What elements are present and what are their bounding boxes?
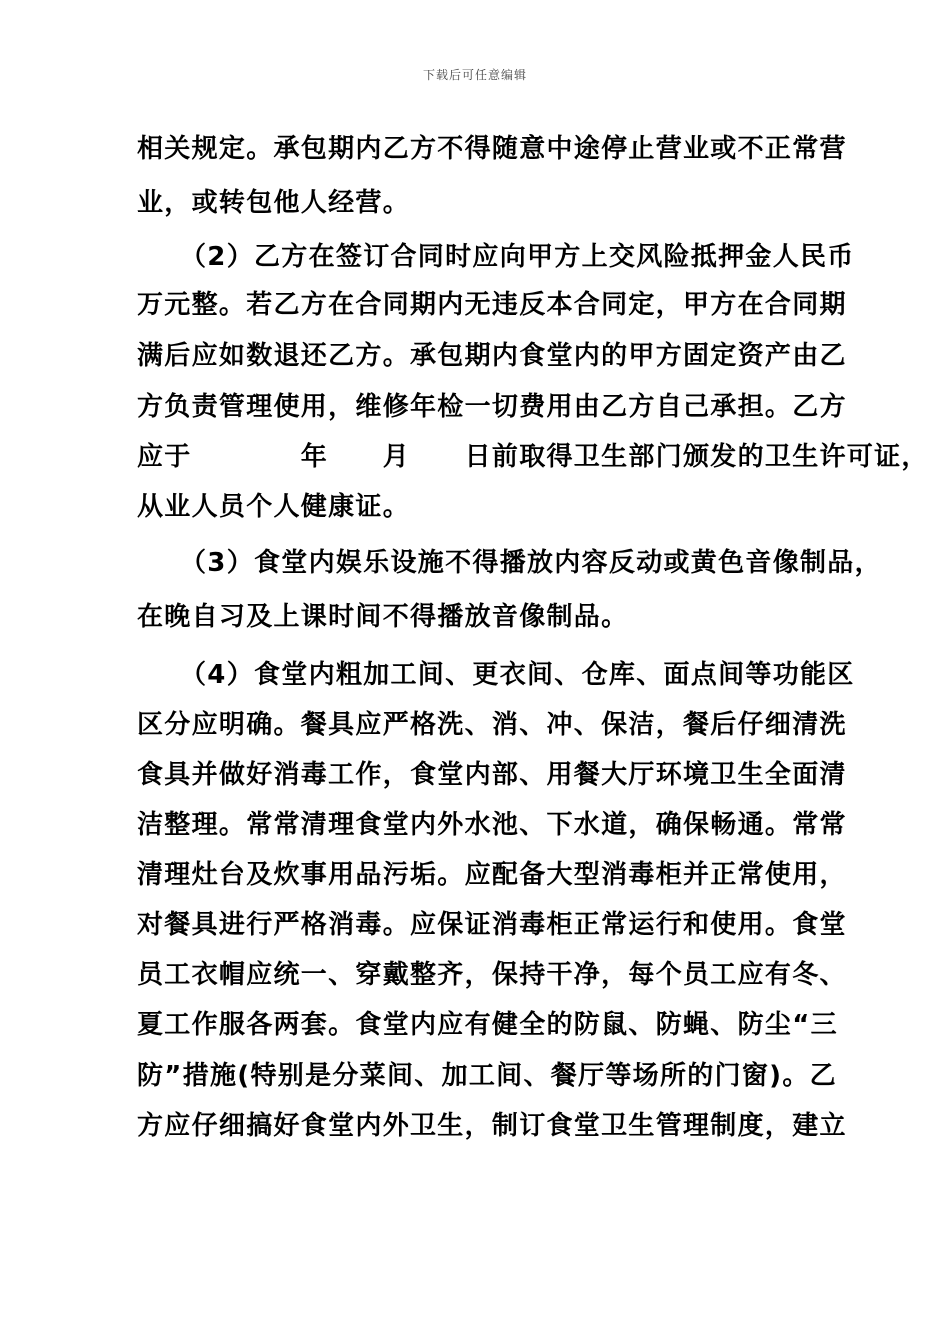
body-line-16: 对餐具进行严格消毒。应保证消毒柜正常运行和使用。食堂 bbox=[137, 910, 847, 940]
body-line-8: 从业人员个人健康证。 bbox=[137, 492, 411, 522]
body-line-13: 食具并做好消毒工作，食堂内部、用餐大厅环境卫生全面清 bbox=[137, 760, 847, 790]
body-line-15: 清理灶台及炊事用品污垢。应配备大型消毒柜并正常使用， bbox=[137, 860, 847, 890]
body-line-2: 业，或转包他人经营。 bbox=[137, 188, 411, 218]
body-line-17: 员工衣帽应统一、穿戴整齐，保持干净，每个员工应有冬、 bbox=[137, 960, 847, 990]
page-header: 下载后可任意编辑 bbox=[422, 68, 527, 82]
body-line-5: 满后应如数退还乙方。承包期内食堂内的甲方固定资产由乙 bbox=[137, 341, 847, 371]
body-line-11: （4）食堂内粗加工间、更衣间、仓库、面点间等功能区 bbox=[180, 660, 855, 690]
body-line-20: 方应仔细搞好食堂内外卫生，制订食堂卫生管理制度，建立 bbox=[137, 1111, 847, 1141]
body-line-19: 防”措施(特别是分菜间、加工间、餐厅等场所的门窗)。乙 bbox=[137, 1061, 837, 1091]
body-line-10: 在晚自习及上课时间不得播放音像制品。 bbox=[137, 602, 629, 632]
body-line-1: 相关规定。承包期内乙方不得随意中途停止营业或不正常营 bbox=[137, 134, 847, 164]
body-line-7: 应于 年 月 日前取得卫生部门颁发的卫生许可证， bbox=[137, 442, 929, 472]
body-line-18: 夏工作服各两套。食堂内应有健全的防鼠、防蝇、防尘“三 bbox=[137, 1010, 838, 1040]
body-line-6: 方负责管理使用，维修年检一切费用由乙方自己承担。乙方 bbox=[137, 392, 847, 422]
body-line-3: （2）乙方在签订合同时应向甲方上交风险抵押金人民币 bbox=[180, 242, 855, 272]
body-line-9: （3）食堂内娱乐设施不得播放内容反动或黄色音像制品， bbox=[180, 548, 882, 578]
body-line-12: 区分应明确。餐具应严格洗、消、冲、保洁，餐后仔细清洗 bbox=[137, 710, 847, 740]
body-line-14: 洁整理。常常清理食堂内外水池、下水道，确保畅通。常常 bbox=[137, 810, 847, 840]
body-line-4: 万元整。若乙方在合同期内无违反本合同定，甲方在合同期 bbox=[137, 290, 847, 320]
